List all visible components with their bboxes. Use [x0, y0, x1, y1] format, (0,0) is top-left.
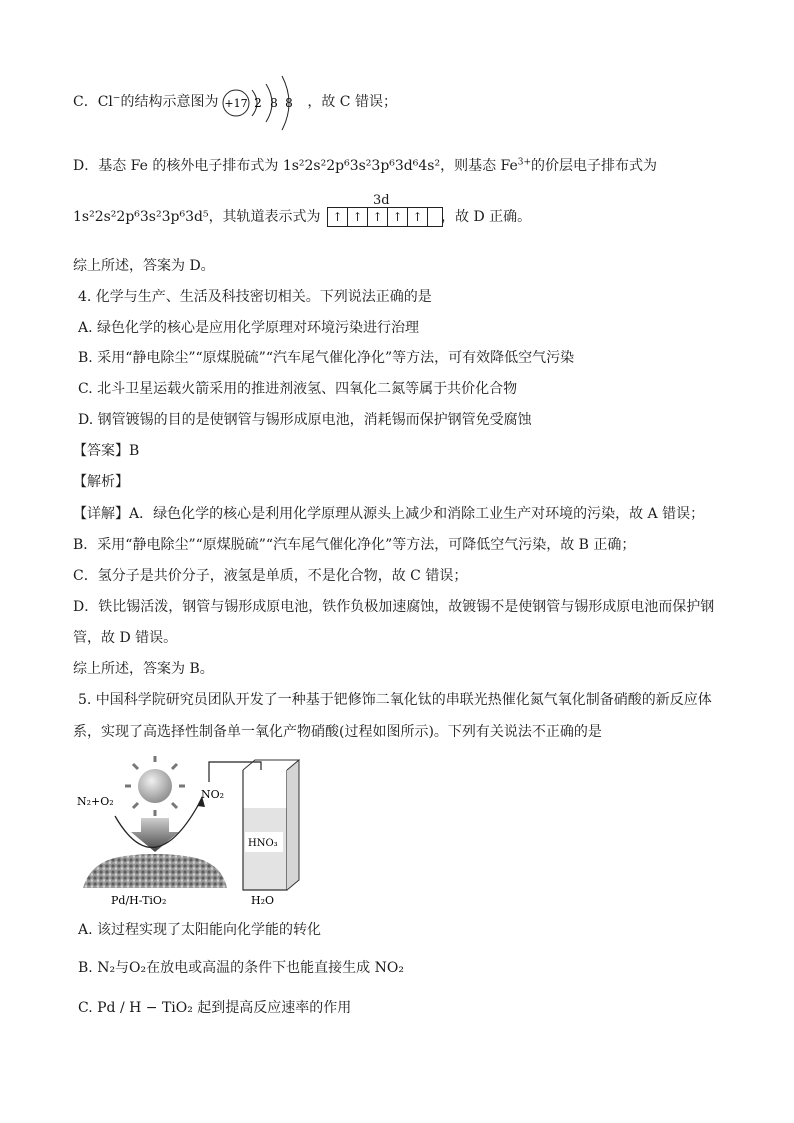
- detail-c: C．氢分子是共价分子，液氢是单质，不是化合物，故 C 错误；: [73, 568, 468, 584]
- label-catalyst: Pd/H-TiO₂: [111, 894, 167, 906]
- chloride-charge: −: [112, 93, 121, 104]
- orbital-box-end: [428, 208, 442, 226]
- option-c-suffix: ，故 C 错误；: [307, 94, 397, 110]
- question-5-option-c: C. Pd / H − TiO₂ 起到提高反应速率的作用: [78, 1000, 352, 1016]
- orbital-box-up-arrow: ↑: [388, 208, 408, 226]
- catalyst-pile: [83, 854, 227, 888]
- absorption-vessel: [243, 760, 299, 890]
- shell-2-electrons: 8: [270, 96, 278, 110]
- d2-mid: ，其轨道表示式为: [208, 209, 321, 225]
- shell-3-electrons: 8: [285, 96, 293, 110]
- fe-electron-config: 1s²2s²2p⁶3s²3p⁶3d⁶4s²: [282, 158, 441, 174]
- option-c-mid: 的结构示意图为: [120, 94, 219, 110]
- orbital-box-up-arrow: ↑: [368, 208, 388, 226]
- detail-a: 【详解】A．绿色化学的核心是利用化学原理从源头上减少和消除工业生产对环境的污染，故 A 错误；: [73, 506, 705, 522]
- d1-post: 的价层电子排布式为: [531, 158, 658, 174]
- question-5-stem-2: 系，实现了高选择性制备单一氧化产物硝酸(过程如图所示)。下列有关说法不正确的是: [73, 724, 602, 740]
- label-n2-o2: N₂+O₂: [77, 795, 114, 808]
- option-d-line-1: [73, 156, 657, 176]
- question-4-stem: 4. 化学与生产、生活及科技密切相关。下列说法正确的是: [78, 289, 432, 305]
- label-no2: NO₂: [201, 788, 225, 801]
- fe3-electron-config: 1s²2s²2p⁶3s²3p⁶3d⁵: [73, 209, 209, 225]
- sun-icon: [125, 756, 185, 816]
- orbital-label: 3d: [373, 193, 390, 208]
- question-4-option-d: D. 钢管镀锡的目的是使钢管与锡形成原电池，消耗锡而保护钢管免受腐蚀: [78, 412, 532, 428]
- option-c-prefix: C．Cl: [73, 94, 113, 110]
- summary-d: 综上所述，答案为 D。: [73, 258, 215, 274]
- label-hno3: HNO₃: [248, 838, 278, 849]
- d1-mid: ，则基态 Fe: [440, 158, 518, 174]
- orbital-boxes: [327, 207, 443, 227]
- chlorine-atom-structure-diagram: [218, 70, 300, 136]
- process-figure: [75, 756, 305, 906]
- d2-post: ，故 D 正确。: [441, 209, 532, 225]
- question-4-option-b: B. 采用“静电除尘”“原煤脱硫”“汽车尾气催化净化”等方法，可有效降低空气污染: [78, 350, 575, 366]
- orbital-box-up-arrow: ↑: [348, 208, 368, 226]
- label-h2o: H₂O: [251, 894, 275, 906]
- answer-tag: 【答案】B: [73, 443, 140, 459]
- detail-d-line-2: 管，故 D 错误。: [73, 630, 178, 646]
- nucleus-charge: +17: [224, 97, 248, 110]
- question-5-option-b: B. N₂与O₂在放电或高温的条件下也能直接生成 NO₂: [78, 960, 404, 976]
- orbital-box-up-arrow: ↑: [408, 208, 428, 226]
- question-4-option-c: C. 北斗卫星运载火箭采用的推进剂液氢、四氧化二氮等属于共价化合物: [78, 381, 518, 397]
- question-5-stem-1: 5. 中国科学院研究员团队开发了一种基于钯修饰二氧化钛的串联光热催化氮气氧化制备硝酸的新反应体: [78, 692, 712, 708]
- detail-d-line-1: D．铁比锡活泼，钢管与锡形成原电池，铁作负极加速腐蚀，故镀锡不是使钢管与锡形成原电池而保护钢: [73, 599, 715, 615]
- question-5-option-a: A. 该过程实现了太阳能向化学能的转化: [78, 922, 322, 938]
- d1-pre: D．基态 Fe 的核外电子排布式为: [73, 158, 283, 174]
- orbital-diagram: [325, 193, 441, 227]
- detail-b: B．采用“静电除尘”“原煤脱硫”“汽车尾气催化净化”等方法，可降低空气污染，故 B 正确；: [73, 537, 636, 553]
- question-4-option-a: A. 绿色化学的核心是应用化学原理对环境污染进行治理: [78, 320, 420, 336]
- orbital-box-up-arrow: ↑: [328, 208, 348, 226]
- fe-ion-charge: 3+: [517, 157, 532, 168]
- option-d-line-2: [73, 193, 532, 227]
- summary-b: 综上所述，答案为 B。: [73, 661, 214, 677]
- shell-1-electrons: 2: [254, 96, 262, 110]
- analysis-tag: 【解析】: [73, 474, 129, 490]
